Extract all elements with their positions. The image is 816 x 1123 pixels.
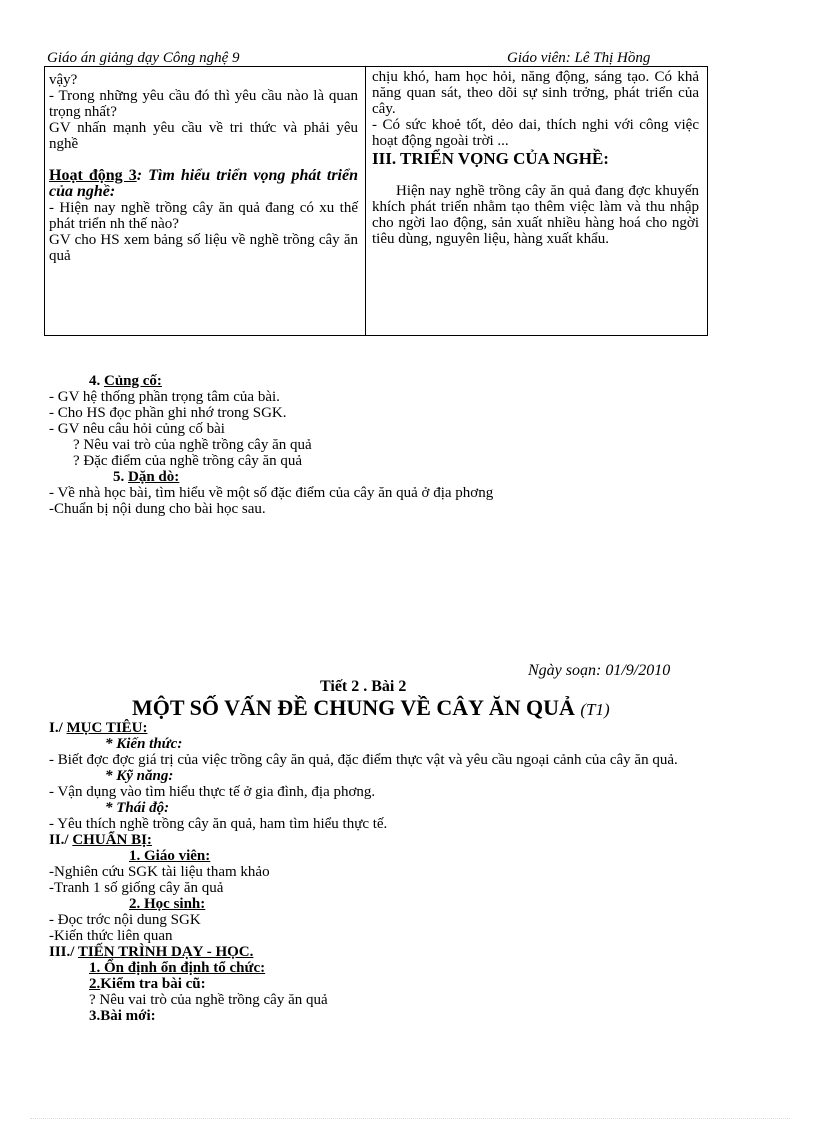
consolidation-item: - Cho HS đọc phần ghi nhớ trong SGK. — [49, 405, 287, 421]
table-left-cell — [49, 72, 358, 264]
left-line-4: - Hiện nay nghề trồng cây ăn quả đang có xu thế phát triển nh thế nào? — [49, 200, 358, 232]
consolidation-item: - GV hệ thống phần trọng tâm của bài. — [49, 389, 280, 405]
homework-item: -Chuẩn bị nội dung cho bài học sau. — [49, 501, 266, 517]
consolidation-section — [49, 373, 493, 517]
lesson-title: MỘT SỐ VẤN ĐỀ CHUNG VỀ CÂY ĂN QUẢ (T1) — [132, 695, 610, 720]
consolidation-question: ? Đặc điểm của nghề trồng cây ăn quả — [73, 453, 303, 469]
right-line-1: chịu khó, ham học hỏi, năng động, sáng tạo. Có khả năng quan sát, theo dõi sự sinh trởng, phát triển của cây. — [372, 69, 699, 117]
process-heading: III./ TIẾN TRÌNH DẠY - HỌC. — [49, 944, 254, 960]
step-2-question: ? Nêu vai trò của nghề trồng cây ăn quả — [89, 992, 328, 1008]
prep-heading: II./ CHUẨN BỊ: — [49, 832, 152, 848]
student-label: 2. Học sinh: — [129, 896, 206, 912]
objectives-heading: I./ MỤC TIÊU: — [49, 720, 148, 736]
homework-heading: 5. Dặn dò: — [113, 469, 180, 485]
left-line-2: - Trong những yêu cầu đó thì yêu cầu nào là quan trọng nhất? — [49, 88, 358, 120]
teacher-label: 1. Giáo viên: — [129, 848, 211, 864]
knowledge-text: - Biết đợc đợc giá trị của việc trồng cây ăn quả, đặc điểm thực vật và yêu cầu ngoại cảnh của cây ăn quả. — [49, 752, 678, 768]
table-right-cell — [372, 69, 699, 247]
homework-item: - Về nhà học bài, tìm hiểu về một số đặc điểm của cây ăn quả ở địa phơng — [49, 485, 494, 501]
attitude-label: * Thái độ: — [105, 800, 170, 816]
attitude-text: - Yêu thích nghề trồng cây ăn quả, ham tìm hiểu thực tế. — [49, 816, 388, 832]
prospects-paragraph: Hiện nay nghề trồng cây ăn quả đang đợc khuyến khích phát triển nhằm tạo thêm việc làm và thu nhập cho ngời lao động, sản xuất nhiều hàng hoá cho ngời tiêu dùng, nguyên liệu, hàng xuất khẩu. — [372, 183, 699, 247]
student-item: -Kiến thức liên quan — [49, 928, 173, 944]
student-item: - Đọc trớc nội dung SGK — [49, 912, 201, 928]
skill-label: * Kỹ năng: — [105, 768, 174, 784]
activity-3-label: Hoạt động 3 — [49, 167, 137, 184]
teacher-item: -Nghiên cứu SGK tài liệu tham khảo — [49, 864, 270, 880]
header-left: Giáo án giảng dạy Công nghệ 9 — [47, 50, 240, 66]
skill-text: - Vận dụng vào tìm hiểu thực tế ở gia đình, địa phơng. — [49, 784, 376, 800]
left-line-3: GV nhấn mạnh yêu cầu về tri thức và phải yêu nghề — [49, 120, 358, 152]
step-2: 2.Kiểm tra bài cũ: — [89, 976, 206, 992]
step-1: 1. Ổn định ổn định tổ chức: — [89, 960, 266, 976]
lesson-title-suffix: (T1) — [580, 700, 610, 719]
page-bottom-divider — [30, 1118, 790, 1120]
right-line-2: - Có sức khoẻ tốt, dẻo dai, thích nghi với công việc hoạt động ngoài trời ... — [372, 117, 699, 149]
step-3: 3.Bài mới: — [89, 1008, 156, 1024]
lesson-number: Tiết 2 . Bài 2 — [320, 678, 407, 695]
consolidation-question: ? Nêu vai trò của nghề trồng cây ăn quả — [73, 437, 312, 453]
header-right: Giáo viên: Lê Thị Hồng — [507, 50, 651, 66]
left-line-5: GV cho HS xem bảng số liệu về nghề trồng cây ăn quả — [49, 232, 358, 264]
consolidation-item: - GV nêu câu hỏi củng cố bài — [49, 421, 225, 437]
section-3-heading: III. TRIỂN VỌNG CỦA NGHỀ: — [372, 149, 609, 168]
lesson-2-body — [49, 720, 699, 1024]
table-column-divider — [365, 66, 366, 336]
left-line-1: vậy? — [49, 72, 78, 88]
teacher-item: -Tranh 1 số giống cây ăn quả — [49, 880, 224, 896]
consolidation-heading: 4. Củng cố: — [89, 373, 162, 389]
activity-3-title: : Tìm hiểu triển vọng phát triển của nghề: — [49, 167, 358, 200]
prep-date: Ngày soạn: 01/9/2010 — [528, 662, 671, 679]
activity-3-heading — [49, 168, 358, 200]
knowledge-label: * Kiến thức: — [105, 736, 183, 752]
